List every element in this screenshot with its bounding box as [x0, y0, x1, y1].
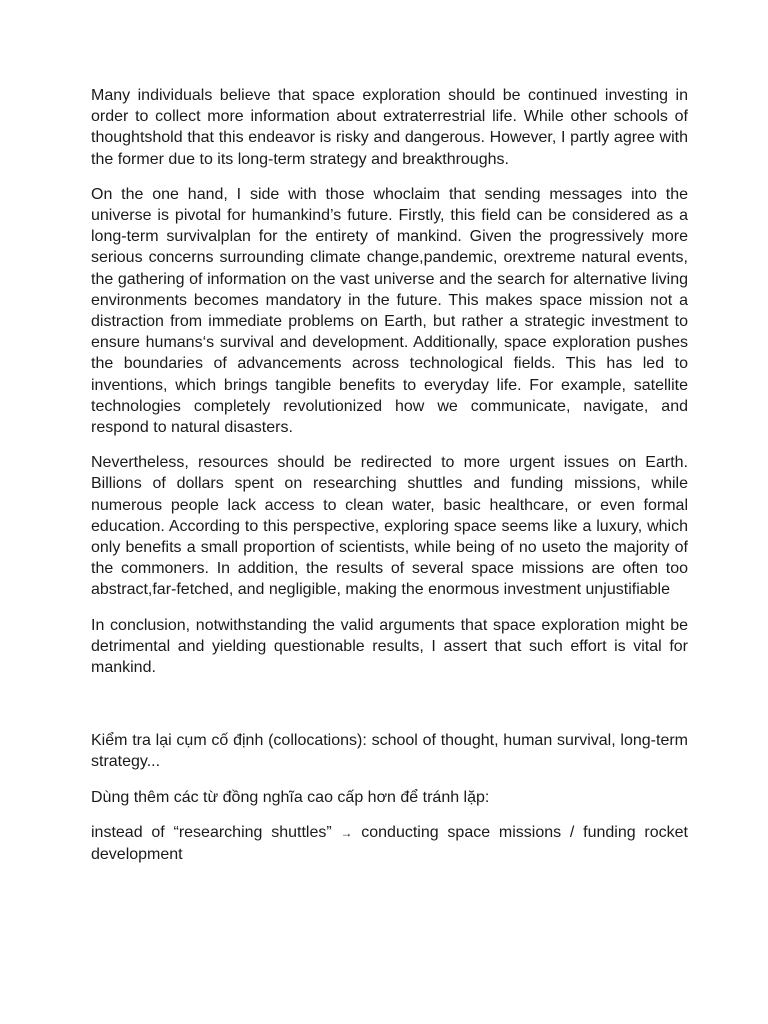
note-example-before: instead of “researching shuttles”	[91, 823, 341, 841]
essay-paragraph-body-1: On the one hand, I side with those whoclaim that sending messages into the universe is pivotal for humankind’s future. Firstly, this field can be considered as a long-term survivalplan for the entirety of mankind. Given the progressively more serious concerns surrounding climate change,pandemic, orextreme natural events, the gathering of information on the vast universe and the search for alternative living environments becomes mandatory in the future. This makes space mission not a distraction from immediate problems on Earth, but rather a strategic investment to ensure humans‘s survival and development. Additionally, space exploration pushes the boundaries of advancements across technological fields. This has led to inventions, which brings tangible benefits to everyday life. For example, satellite technologies completely revolutionized how we communicate, navigate, and respond to natural disasters.	[91, 185, 688, 437]
note-collocations: Kiểm tra lại cụm cố định (collocations): school of thought, human survival, long-term strategy...	[91, 732, 688, 771]
document-page	[91, 85, 688, 879]
arrow-right-icon: →	[340, 825, 353, 840]
note-example	[91, 822, 688, 865]
essay	[91, 85, 688, 678]
note-example-after: conducting space missions / funding rocket development	[91, 823, 688, 864]
note-synonyms-intro: Dùng thêm các từ đồng nghĩa cao cấp hơn để tránh lặp:	[91, 788, 490, 806]
essay-paragraph-intro: Many individuals believe that space exploration should be continued investing in order to collect more information about extraterrestrial life. While other schools of thoughtshold that this endeavor is risky and dangerous. However, I partly agree with the former due to its long-term strategy and breakthroughs.	[91, 87, 688, 168]
feedback-notes	[91, 730, 688, 865]
essay-paragraph-body-2: Nevertheless, resources should be redirected to more urgent issues on Earth. Billions of dollars spent on researching shuttles and funding missions, while numerous people lack access to clean water, basic healthcare, or even formal education. According to this perspective, exploring space seems like a luxury, which only benefits a small proportion of scientists, while being of no useto the majority of the commoners. In addition, the results of several space missions are often too abstract,far-fetched, and negligible, making the enormous investment unjustifiable	[91, 454, 688, 599]
essay-paragraph-conclusion: In conclusion, notwithstanding the valid arguments that space exploration might be detrimental and yielding questionable results, I assert that such effort is vital for mankind.	[91, 616, 688, 677]
